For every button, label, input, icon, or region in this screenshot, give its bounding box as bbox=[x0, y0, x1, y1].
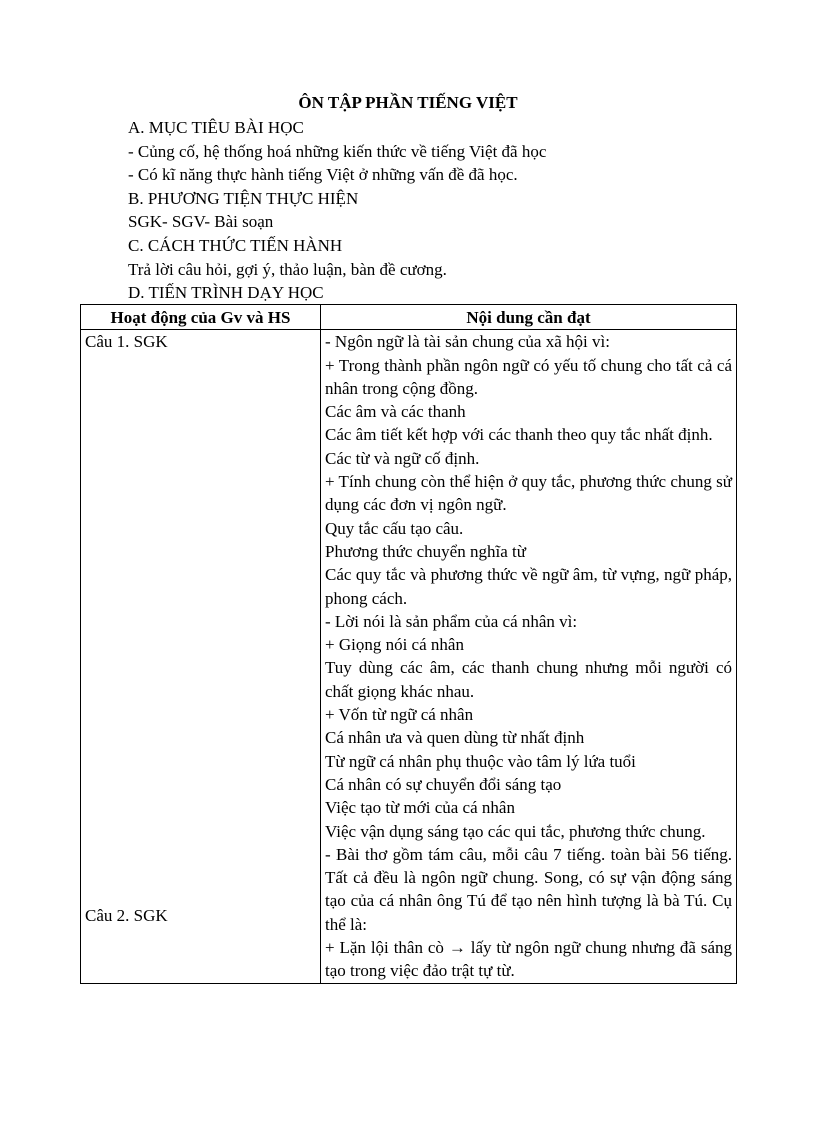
objective-line-2: - Có kĩ năng thực hành tiếng Việt ở những vấn đề đã học. bbox=[128, 165, 518, 185]
content-line: + Vốn từ ngữ cá nhân bbox=[325, 705, 474, 725]
methods-line: Trả lời câu hỏi, gợi ý, thảo luận, bàn đề cương. bbox=[128, 259, 447, 279]
materials-line: SGK- SGV- Bài soạn bbox=[128, 212, 274, 232]
table-header-row bbox=[81, 305, 737, 330]
content-line: Các quy tắc và phương thức về ngữ âm, từ vựng, ngữ pháp, phong cách. bbox=[325, 565, 732, 608]
content-line: Việc vận dụng sáng tạo các qui tắc, phương thức chung. bbox=[325, 821, 706, 841]
content-line: - Ngôn ngữ là tài sản chung của xã hội vì: bbox=[325, 332, 610, 352]
objective-line-1: - Củng cố, hệ thống hoá những kiến thức về tiếng Việt đã học bbox=[128, 141, 547, 161]
content-line: Từ ngữ cá nhân phụ thuộc vào tâm lý lứa tuổi bbox=[325, 751, 636, 771]
content-line: Các âm tiết kết hợp với các thanh theo quy tắc nhất định. bbox=[325, 425, 713, 445]
lesson-plan-table bbox=[80, 304, 737, 984]
content-line: Việc tạo từ mới của cá nhân bbox=[325, 798, 515, 818]
section-d-heading: D. TIẾN TRÌNH DẠY HỌC bbox=[128, 283, 324, 303]
content-line: Cá nhân có sự chuyển đổi sáng tạo bbox=[325, 774, 562, 794]
header-content: Nội dung cần đạt bbox=[321, 305, 737, 330]
content-line: - Lời nói là sản phẩm của cá nhân vì: bbox=[325, 611, 578, 631]
content-line: Các từ và ngữ cố định. bbox=[325, 448, 480, 468]
header-activities: Hoạt động của Gv và HS bbox=[81, 305, 321, 330]
section-a-heading: A. MỤC TIÊU BÀI HỌC bbox=[128, 118, 304, 137]
content-line: Phương thức chuyển nghĩa từ bbox=[325, 541, 526, 561]
content-line: - Bài thơ gồm tám câu, mỗi câu 7 tiếng. toàn bài 56 tiếng. Tất cả đều là ngôn ngữ chung. Song, có sự vận động sáng tạo của cá nhân ông Tú để tạo nên hình tượng là bà Tú. Cụ thể là: bbox=[325, 844, 732, 934]
content-line: Quy tắc cấu tạo câu. bbox=[325, 518, 464, 538]
question-label: Câu 1. SGK bbox=[85, 332, 168, 352]
content-line: + Lặn lội thân cò → lấy từ ngôn ngữ chung nhưng đã sáng tạo trong việc đảo trật tự từ. bbox=[325, 938, 732, 981]
page-title: ÔN TẬP PHẦN TIẾNG VIỆT bbox=[298, 93, 518, 112]
section-c-heading: C. CÁCH THỨC TIẾN HÀNH bbox=[128, 235, 343, 255]
lesson-intro bbox=[128, 116, 748, 305]
row-content-cell bbox=[321, 330, 737, 983]
section-b-heading: B. PHƯƠNG TIỆN THỰC HIỆN bbox=[128, 188, 359, 208]
row-label-cell bbox=[81, 330, 321, 983]
content-line: + Giọng nói cá nhân bbox=[325, 635, 464, 655]
content-line: + Trong thành phần ngôn ngữ có yếu tố chung cho tất cả cá nhân trong cộng đồng. bbox=[325, 355, 732, 398]
content-line: Các âm và các thanh bbox=[325, 402, 466, 422]
content-line: Cá nhân ưa và quen dùng từ nhất định bbox=[325, 728, 585, 748]
table-row bbox=[81, 330, 737, 983]
question-label: Câu 2. SGK bbox=[85, 906, 168, 926]
table-row-continuation bbox=[81, 983, 737, 984]
content-line: + Tính chung còn thể hiện ở quy tắc, phương thức chung sử dụng các đơn vị ngôn ngữ. bbox=[325, 472, 732, 515]
content-line: Tuy dùng các âm, các thanh chung nhưng mỗi người có chất giọng khác nhau. bbox=[325, 658, 732, 701]
